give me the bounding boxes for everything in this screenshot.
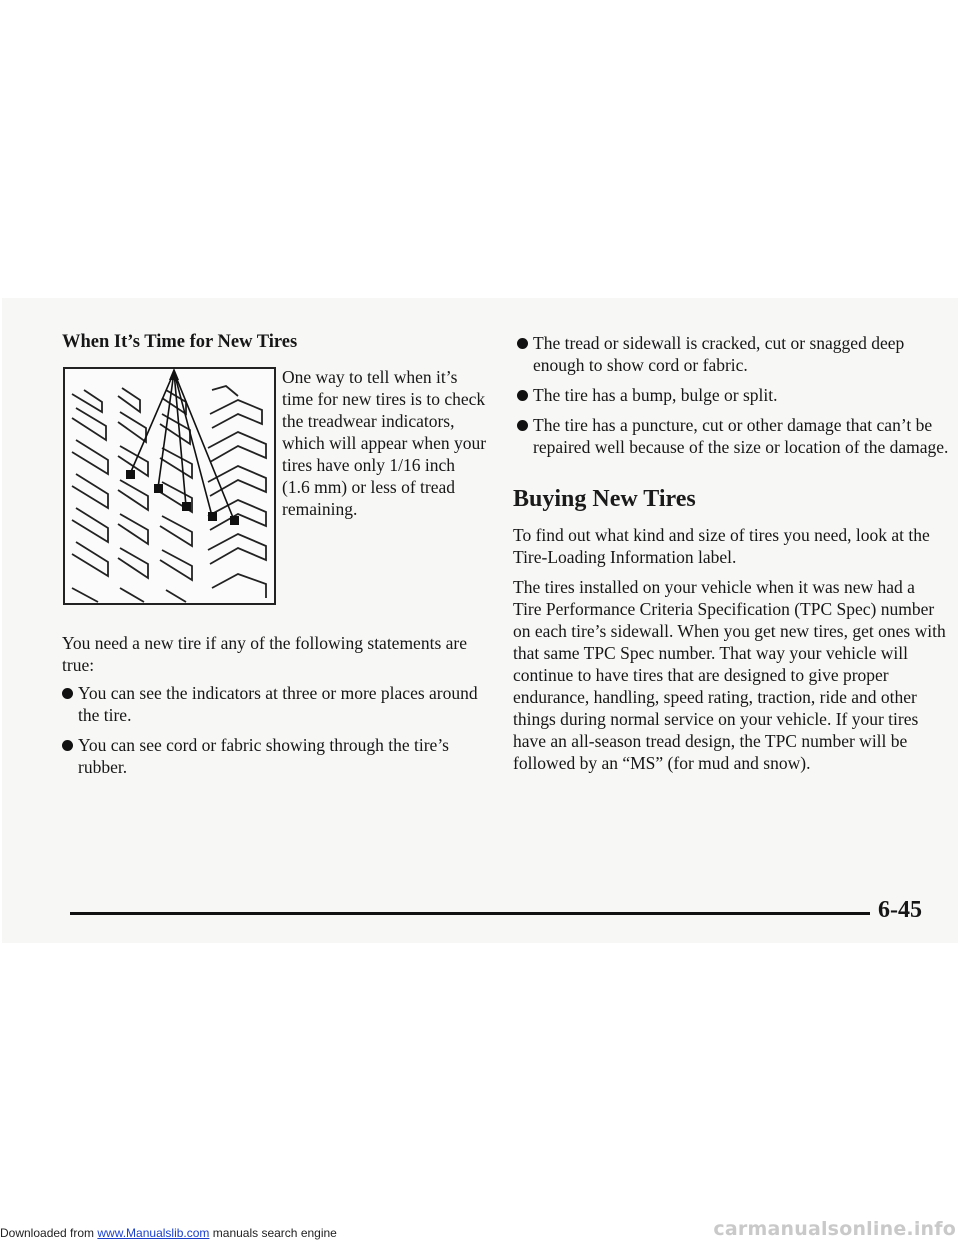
download-credit: Downloaded from www.Manualslib.com manuals search engine xyxy=(0,1226,337,1240)
list-item: You can see cord or fabric showing through the tire’s rubber. xyxy=(62,734,482,778)
list-item: The tire has a bump, bulge or split. xyxy=(517,384,949,406)
buying-tires-paragraph-1: To find out what kind and size of tires you need, look at the Tire-Loading Information label. xyxy=(513,525,930,567)
bullet-icon xyxy=(62,688,73,699)
bullet-icon xyxy=(517,338,528,349)
bullet-icon xyxy=(62,740,73,751)
list-item: The tread or sidewall is cracked, cut or snagged deep enough to show cord or fabric. xyxy=(517,332,949,376)
buying-tires-paragraph-2: The tires installed on your vehicle when it was new had a Tire Performance Criteria Specification (TPC Spec) number on each tire’s sidewall. When you get new tires, get ones with that same TPC Spec number. That way your vehicle will continue to have tires that are designed to give proper endurance, handling, speed rating, traction, ride and other things during normal service on your vehicle. If your tires have an all-season tread design, the TPC number will be followed by an “MS” (for mud and snow). xyxy=(513,577,946,773)
treadwear-indicator-illustration xyxy=(62,366,277,606)
list-item: The tire has a puncture, cut or other damage that can’t be repaired well because of the size or location of the damage. xyxy=(517,414,949,458)
section-heading-new-tires: When It’s Time for New Tires xyxy=(62,332,298,352)
new-tire-intro: You need a new tire if any of the following statements are true: xyxy=(62,633,467,675)
list-item: You can see the indicators at three or more places around the tire. xyxy=(62,682,482,726)
watermark: carmanualsonline.info xyxy=(713,1218,956,1240)
bullet-icon xyxy=(517,390,528,401)
manualslib-link[interactable]: www.Manualslib.com xyxy=(97,1226,210,1240)
treadwear-indicator-description: One way to tell when it’s time for new tires is to check the treadwear indicators, which will appear when your tires have only 1/16 inch (1.6 mm) or less of tread remaining. xyxy=(282,367,487,519)
footer-rule xyxy=(70,912,870,915)
section-heading-buying-tires: Buying New Tires xyxy=(513,486,696,512)
page-number: 6-45 xyxy=(878,897,922,923)
bullet-icon xyxy=(517,420,528,431)
